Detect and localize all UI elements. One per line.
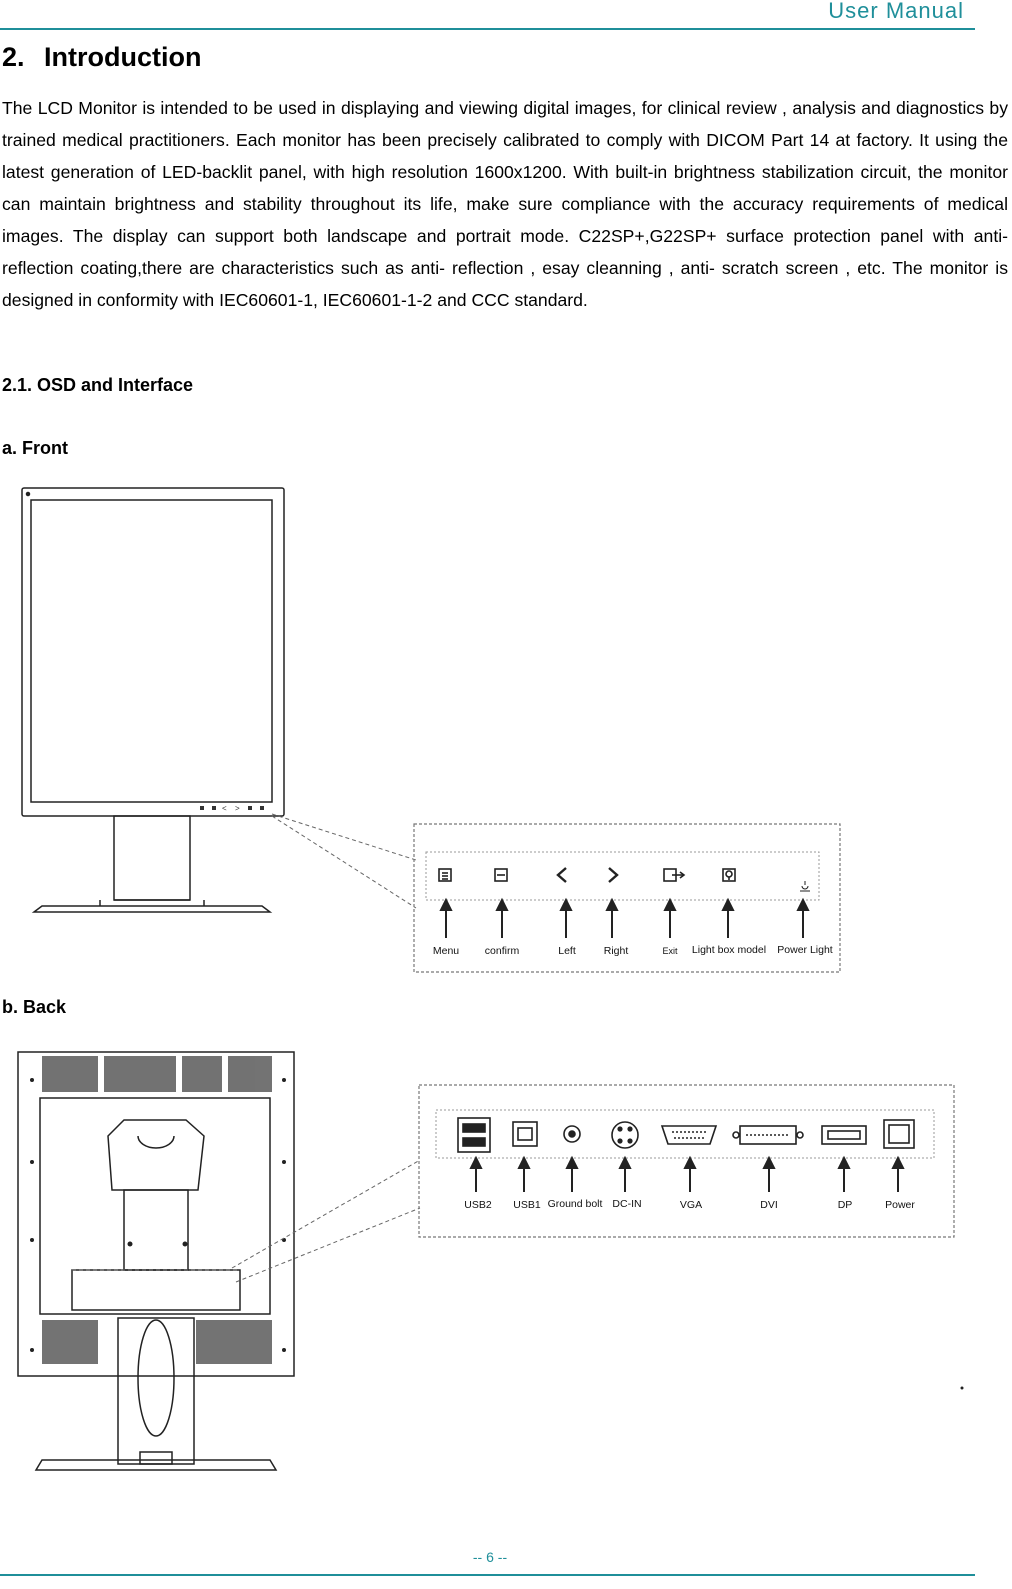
back-label: Ground bolt [547,1198,603,1210]
section-number: 2. [2,42,25,72]
svg-text:>: > [235,804,240,813]
section-title-text: Introduction [44,42,202,72]
back-arrows [471,1158,903,1192]
back-label: DC-IN [612,1198,642,1210]
subsection-heading: 2.1. OSD and Interface [2,375,194,395]
front-label: Light box model [691,944,767,956]
front-label: Left [558,945,576,957]
back-label: DP [837,1199,853,1211]
front-label: confirm [484,945,520,957]
front-button-labels [433,944,833,957]
front-label: Menu [432,945,460,957]
light-box-icon [723,869,735,881]
front-button-strip [426,852,819,900]
front-heading: a. Front [2,438,68,458]
svg-text:<: < [222,804,227,813]
left-icon [558,868,566,882]
usb1-port-icon [513,1122,537,1146]
header-title: User Manual [828,0,964,23]
section-title [2,42,201,73]
power-light-icon [800,881,810,891]
right-icon [609,868,617,882]
back-label: USB1 [513,1199,541,1211]
ground-bolt-icon [564,1126,580,1142]
page-number: -- 6 -- [472,1549,508,1565]
front-label: Right [603,945,629,957]
dc-in-icon [612,1122,638,1148]
confirm-icon [495,869,507,881]
back-callout-box [419,1085,954,1237]
dp-port-icon [822,1126,866,1144]
back-label: USB2 [464,1199,492,1211]
back-label: Power [885,1199,915,1211]
back-port-labels [464,1198,915,1211]
front-label: Exit [662,946,678,956]
back-figure [0,1040,980,1500]
back-monitor [18,1052,294,1470]
front-monitor [22,488,284,912]
usb2-port-icon [458,1118,490,1152]
header-rule [0,28,975,30]
front-callout-lines [272,814,416,908]
back-label: VGA [679,1199,703,1211]
intro-paragraph: The LCD Monitor is intended to be used in displaying and viewing digital images, for clinical review , analysis and diagnostics by trained medical practitioners. Each monitor has been precisely calibrated to comply with DICOM Part 14 at factory. It using the latest generation of LED-backlit panel, with high resolution 1600x1200. With built-in brightness stabilization circuit, the monitor can maintain brightness and stability throughout its life, make sure compliance with the accuracy requirements of medical images. The display can support both landscape and portrait mode. C22SP+,G22SP+ surface protection panel with anti- reflection coating,there are characteristics such as anti- reflection , esay cleanning , anti- scratch screen , etc. The monitor is designed in conformity with IEC60601-1, IEC60601-1-2 and CCC standard. [2,98,1008,310]
dvi-port-icon [733,1126,803,1144]
vga-port-icon [662,1126,716,1144]
menu-icon [439,869,451,881]
footer-rule [0,1574,975,1576]
front-label: Power Light [777,944,833,956]
front-arrows [441,900,808,938]
exit-icon [664,869,684,881]
back-heading: b. Back [2,997,67,1017]
front-figure [0,480,860,990]
front-bezel-buttons [200,804,264,813]
power-switch-icon [884,1120,914,1148]
back-label: DVI [760,1199,778,1211]
